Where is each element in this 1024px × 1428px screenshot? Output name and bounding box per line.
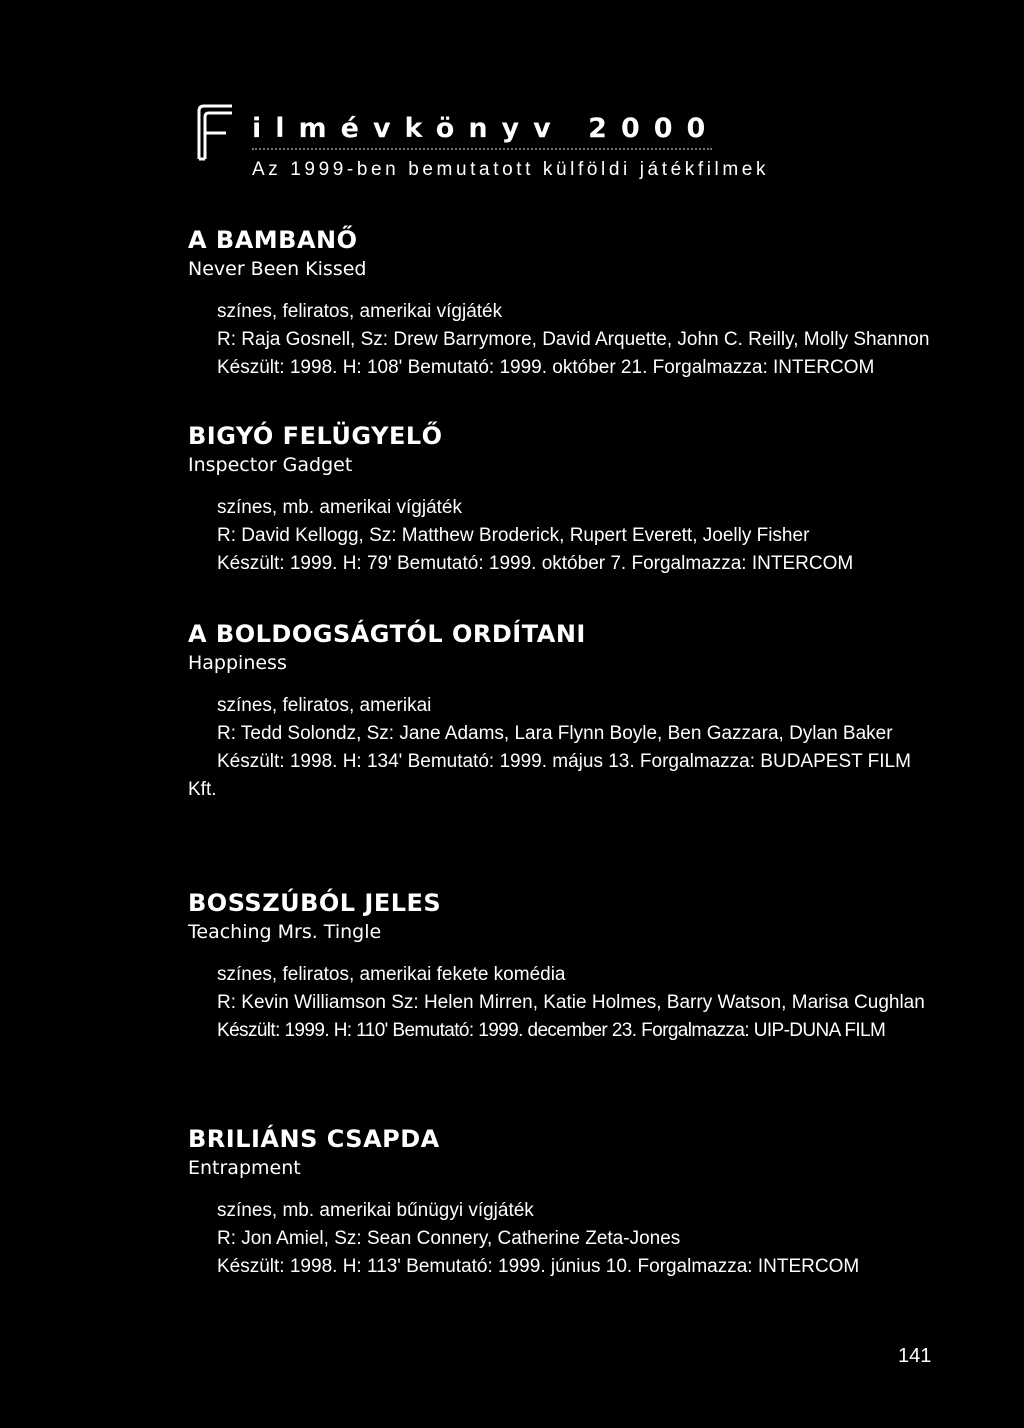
- page-number: 141: [898, 1345, 932, 1367]
- film-genre: színes, mb. amerikai vígjáték: [217, 497, 462, 518]
- film-credits: R: Jon Amiel, Sz: Sean Connery, Catherine Zeta-Jones: [217, 1228, 681, 1249]
- film-info: Készült: 1999. H: 79' Bemutató: 1999. október 7. Forgalmazza: INTERCOM: [217, 553, 854, 574]
- film-title: A BOLDOGSÁGTÓL ORDÍTANI: [188, 620, 586, 648]
- film-original-title: Entrapment: [188, 1157, 301, 1179]
- film-credits: R: Tedd Solondz, Sz: Jane Adams, Lara Flynn Boyle, Ben Gazzara, Dylan Baker: [217, 723, 893, 744]
- book-title: ilmévkönyv 2000: [252, 113, 720, 144]
- decorative-dots: [252, 148, 712, 154]
- film-genre: színes, feliratos, amerikai: [217, 695, 432, 716]
- film-credits: R: Raja Gosnell, Sz: Drew Barrymore, David Arquette, John C. Reilly, Molly Shannon: [217, 329, 930, 350]
- film-genre: színes, mb. amerikai bűnügyi vígjáték: [217, 1200, 534, 1221]
- film-genre: színes, feliratos, amerikai fekete komédia: [217, 964, 566, 985]
- film-entry: [188, 226, 938, 382]
- film-entry: [188, 889, 938, 1045]
- film-info: Készült: 1998. H: 113' Bemutató: 1999. június 10. Forgalmazza: INTERCOM: [217, 1256, 860, 1277]
- film-credits: R: David Kellogg, Sz: Matthew Broderick, Rupert Everett, Joelly Fisher: [217, 525, 810, 546]
- film-title: A BAMBANŐ: [188, 226, 358, 254]
- film-entry: [188, 1125, 938, 1281]
- film-original-title: Teaching Mrs. Tingle: [188, 921, 382, 943]
- filmevkonyv-logo-icon: [196, 103, 236, 161]
- book-subtitle: Az 1999-ben bemutatott külföldi játékfilmek: [252, 159, 770, 180]
- film-info: Készült: 1998. H: 134' Bemutató: 1999. május 13. Forgalmazza: BUDAPEST FILM Kft.: [188, 751, 911, 800]
- film-original-title: Never Been Kissed: [188, 258, 367, 280]
- film-genre: színes, feliratos, amerikai vígjáték: [217, 301, 503, 322]
- film-info: Készült: 1998. H: 108' Bemutató: 1999. október 21. Forgalmazza: INTERCOM: [217, 357, 875, 378]
- film-original-title: Happiness: [188, 652, 287, 674]
- film-entry: [188, 620, 938, 804]
- film-original-title: Inspector Gadget: [188, 454, 353, 476]
- film-entry: [188, 422, 938, 578]
- film-title: BOSSZÚBÓL JELES: [188, 889, 442, 917]
- film-credits: R: Kevin Williamson Sz: Helen Mirren, Katie Holmes, Barry Watson, Marisa Cughlan: [217, 992, 925, 1013]
- film-title: BIGYÓ FELÜGYELŐ: [188, 422, 443, 450]
- film-title: BRILIÁNS CSAPDA: [188, 1125, 440, 1153]
- film-info: Készült: 1999. H: 110' Bemutató: 1999. december 23. Forgalmazza: UIP-DUNA FILM: [217, 1020, 886, 1041]
